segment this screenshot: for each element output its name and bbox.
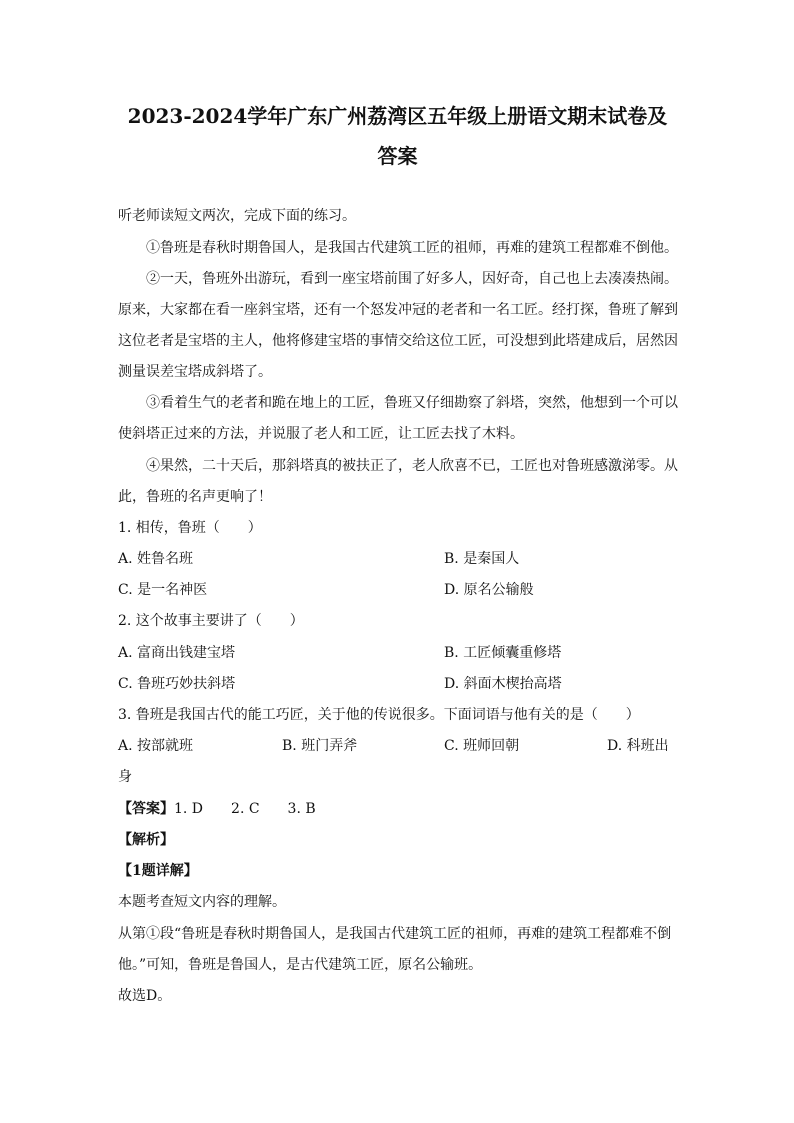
passage-paragraph-3-line-2: 使斜塔正过来的方法，并说服了老人和工匠，让工匠去找了木料。 <box>118 426 524 442</box>
question-2-option-a: A. 富商出钱建宝塔 <box>118 645 236 661</box>
detail-line-3: 他。”可知，鲁班是鲁国人，是古代建筑工匠，原名公输班。 <box>118 957 483 973</box>
question-1-option-b: B. 是秦国人 <box>444 551 520 567</box>
passage-paragraph-2-line-4: 测量误差宝塔成斜塔了。 <box>118 364 272 380</box>
passage-paragraph-4-line-2: 此，鲁班的名声更响了！ <box>118 489 272 505</box>
question-3-option-d: D. 科班出 <box>607 738 669 754</box>
question-2-option-d: D. 斜面木楔抬高塔 <box>444 676 562 692</box>
question-1-option-d: D. 原名公输般 <box>444 582 534 598</box>
passage-paragraph-2-line-3: 这位老者是宝塔的主人，他将修建宝塔的事情交给这位工匠，可没想到此塔建成后，居然因 <box>118 333 678 349</box>
detail-line-4: 故选D。 <box>118 988 172 1004</box>
question-1-stem: 1. 相传，鲁班（ ） <box>118 520 262 536</box>
answer-text: 1. D 2. C 3. B <box>174 801 316 817</box>
title-line-2: 答案 <box>377 144 418 168</box>
question-1-option-a: A. 姓鲁名班 <box>118 551 194 567</box>
analysis-label: 【解析】 <box>118 832 174 848</box>
question-2-option-c: C. 鲁班巧妙扶斜塔 <box>118 676 236 692</box>
question-3-option-c: C. 班师回朝 <box>444 738 520 754</box>
detail-line-1: 本题考查短文内容的理解。 <box>118 894 286 910</box>
question-2-stem: 2. 这个故事主要讲了（ ） <box>118 613 304 629</box>
question-3-option-b: B. 班门弄斧 <box>282 738 358 754</box>
answer-label: 【答案】 <box>118 801 174 817</box>
question-3-option-d-wrap: 身 <box>118 769 132 785</box>
passage-paragraph-4-line-1: ④果然，二十天后，那斜塔真的被扶正了，老人欣喜不已，工匠也对鲁班感激涕零。从 <box>146 458 678 474</box>
passage-paragraph-2-line-1: ②一天，鲁班外出游玩，看到一座宝塔前围了好多人，因好奇，自己也上去凑凑热闹。 <box>146 271 678 287</box>
document-title <box>110 96 685 176</box>
answer-line <box>118 799 316 819</box>
passage-paragraph-2-line-2: 原来，大家都在看一座斜宝塔，还有一个怒发冲冠的老者和一名工匠。经打探，鲁班了解到 <box>118 302 678 318</box>
question-1-option-c: C. 是一名神医 <box>118 582 208 598</box>
detail-label: 【1题详解】 <box>118 863 198 879</box>
question-3-stem: 3. 鲁班是我国古代的能工巧匠，关于他的传说很多。下面词语与他有关的是（ ） <box>118 707 640 723</box>
passage-paragraph-1: ①鲁班是春秋时期鲁国人，是我国古代建筑工匠的祖师，再难的建筑工程都难不倒他。 <box>146 240 678 256</box>
question-2-option-b: B. 工匠倾囊重修塔 <box>444 645 562 661</box>
detail-line-2: 从第①段“鲁班是春秋时期鲁国人，是我国古代建筑工匠的祖师，再难的建筑工程都难不倒 <box>118 926 672 942</box>
title-line-1: 2023-2024学年广东广州荔湾区五年级上册语文期末试卷及 <box>127 104 668 128</box>
passage-paragraph-3-line-1: ③看着生气的老者和跪在地上的工匠，鲁班又仔细勘察了斜塔，突然，他想到一个可以 <box>146 395 678 411</box>
instruction-text: 听老师读短文两次，完成下面的练习。 <box>118 208 356 224</box>
question-3-option-a: A. 按部就班 <box>118 738 194 754</box>
